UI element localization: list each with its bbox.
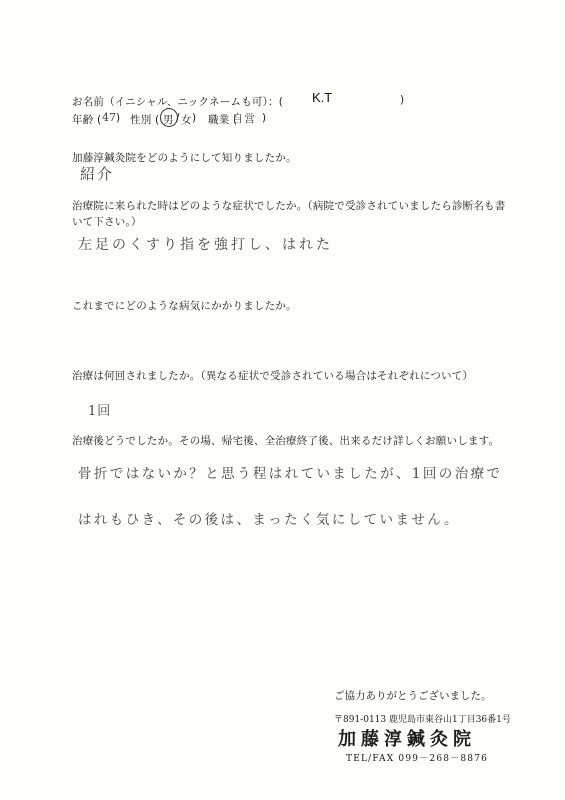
question-2-line-1: 治療院に来られた時はどのような症状でしたか。（病院で受診されていましたら診断名も書 [72,200,506,212]
question-1: 加藤淳鍼灸院をどのようにして知りましたか。 [72,152,297,164]
job-value: 自営 [232,112,256,125]
footer-thanks: ご協力ありがとうございました。 [334,690,492,702]
job-label: 職業 ( [208,114,238,126]
name-close: ) [400,94,405,106]
gender-label: 性別 ( [130,114,160,126]
age-label: 年齢 ( [72,114,102,126]
name-label: お名前（イニシャル、ニックネームも可）：( [72,96,284,108]
age-value: 47 [102,111,116,124]
question-4: 治療は何回されましたか。（異なる症状で受診されている場合はそれぞれについて） [72,370,474,382]
question-3: これまでにどのような病気にかかりましたか。 [72,300,297,312]
footer-address: 〒891-0113 鹿児島市東谷山1丁目36番1号 [334,715,511,725]
gender-male: 男 [163,114,174,126]
answer-1: 紹介 [80,165,115,183]
answer-5-line-2: はれもひき、その後は、まったく気にしていません。 [78,512,460,528]
footer-clinic-name: 加藤淳鍼灸院 [338,729,476,750]
name-value: K.T [312,90,333,105]
age-close: ) [116,112,121,124]
gender-female: 女 [181,114,192,126]
gender-close: ) [192,112,197,124]
question-2-line-2: いて下さい。） [72,216,142,228]
footer-tel: TEL/FAX 099－268－8876 [346,754,489,764]
answer-2: 左足のくすり指を強打し、はれた [78,237,333,253]
question-5: 治療後どうでしたか。その場、帰宅後、全治療終了後、出来るだけ詳しくお願いします。 [72,435,500,447]
gender-sep: / [176,112,180,124]
job-close: ) [262,112,267,124]
answer-4: 1回 [88,404,112,419]
answer-5-line-1: 骨折ではないか？と思う程はれていましたが、1回の治療で [78,466,503,482]
